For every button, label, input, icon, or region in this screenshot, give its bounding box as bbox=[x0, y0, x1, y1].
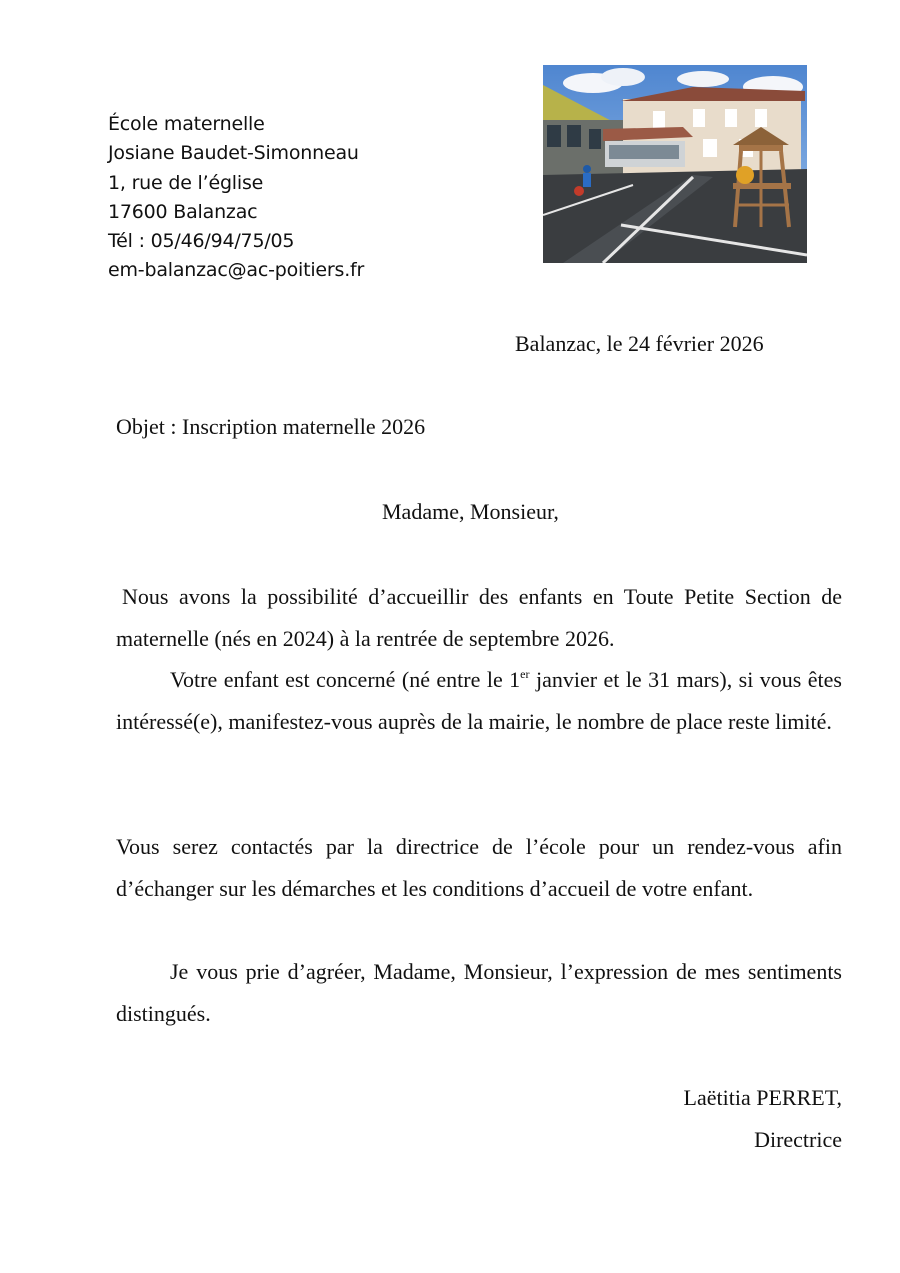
letter-salutation: Madame, Monsieur, bbox=[382, 499, 559, 524]
sender-address-block bbox=[108, 110, 364, 286]
paragraph-closing: Je vous prie d’agréer, Madame, Monsieur, l’expression de mes sentiments distingués. bbox=[116, 959, 842, 1026]
paragraph-concerned-end: janvier et le 31 mars), si vous êtes intéressé(e), manifestez-vous auprès de la mairie, le nombre de place reste limité. bbox=[116, 667, 842, 734]
letter-body-upper bbox=[116, 576, 842, 742]
school-photo-drawing bbox=[543, 65, 807, 263]
letter-subject: Objet : Inscription maternelle 2026 bbox=[116, 414, 426, 439]
school-name: École maternelle bbox=[108, 113, 265, 135]
school-street: 1, rue de l’église bbox=[108, 171, 264, 194]
school-city: 17600 Balanzac bbox=[108, 200, 258, 223]
signature-title: Directrice bbox=[754, 1126, 842, 1152]
signature-block bbox=[684, 1077, 842, 1160]
school-phone: Tél : 05/46/94/75/05 bbox=[108, 230, 295, 253]
paragraph-availability: Nous avons la possibilité d’accueillir des enfants en Toute Petite Section de maternelle (nés en 2024) à la rentrée de septembre 2026. bbox=[116, 584, 842, 651]
ordinal-superscript: er bbox=[520, 667, 530, 681]
paragraph-contact: Vous serez contactés par la directrice de l’école pour un rendez-vous afin d’échanger sur les démarches et les conditions d’accueil de votre enfant. bbox=[116, 834, 842, 901]
school-email: em-balanzac@ac-poitiers.fr bbox=[108, 259, 365, 282]
school-photo bbox=[543, 65, 807, 263]
school-full-name: Josiane Baudet-Simonneau bbox=[108, 142, 359, 165]
letter-date: Balanzac, le 24 février 2026 bbox=[515, 331, 764, 356]
signature-name: Laëtitia PERRET, bbox=[683, 1085, 842, 1110]
paragraph-concerned-start: Votre enfant est concerné (né entre le 1 bbox=[170, 667, 521, 692]
paragraph-concerned bbox=[116, 659, 842, 742]
